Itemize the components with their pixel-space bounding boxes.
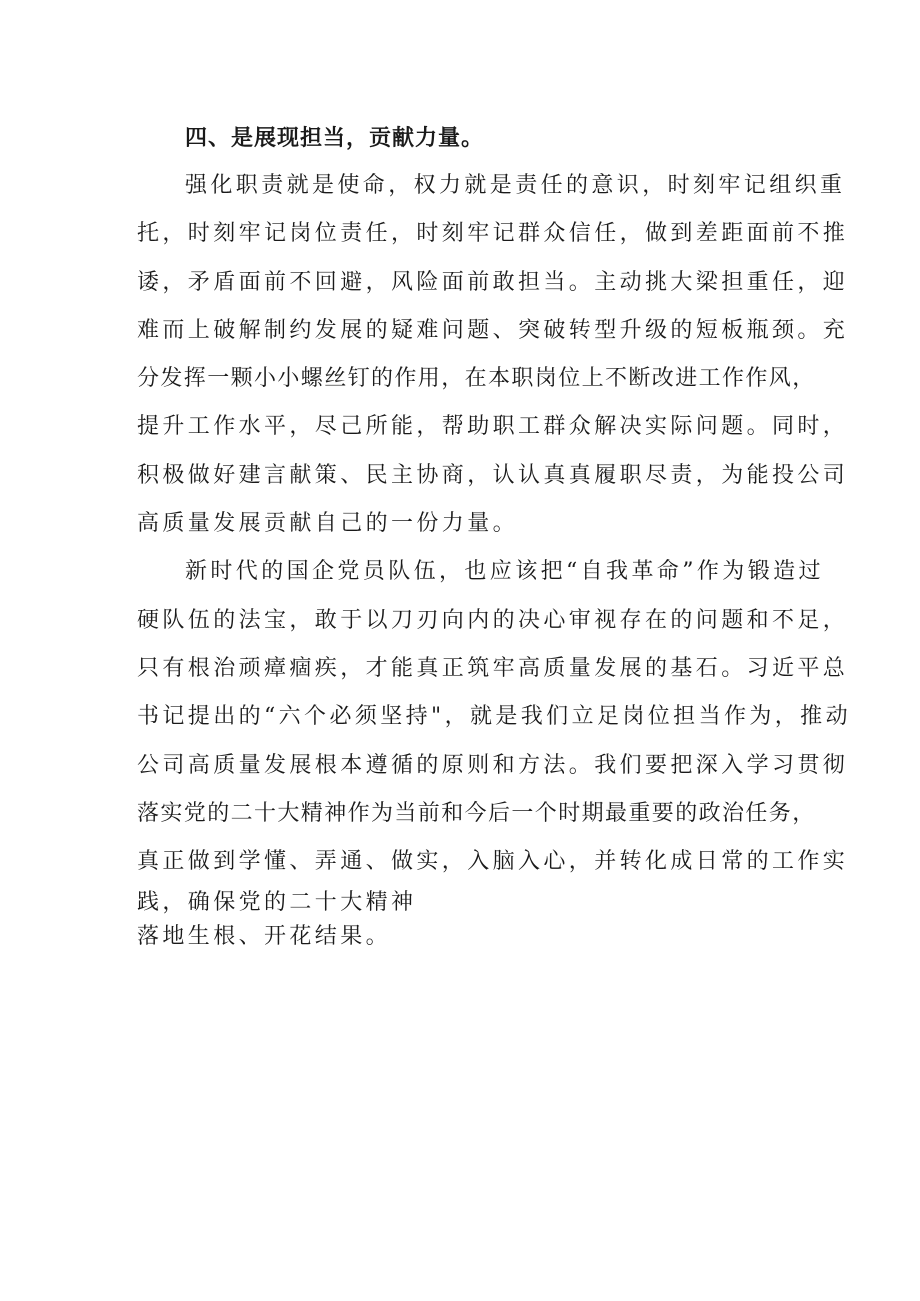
section-heading: 四、是展现担当，贡献力量。 — [185, 126, 485, 151]
paragraph-2-line: 硬队伍的法宝，敢于以刀刃向内的决心审视存在的问题和不足， — [137, 607, 849, 633]
paragraph-1-line: 高质量发展贡献自己的一份力量。 — [137, 511, 519, 537]
paragraph-2-line: 书记提出的“六个必须坚持"，就是我们立足岗位担当作为，推动 — [137, 704, 851, 730]
paragraph-2 — [137, 548, 851, 954]
paragraph-2-line: 只有根治顽瘴痼疾，才能真正筑牢高质量发展的基石。习近平总 — [137, 655, 849, 681]
paragraph-2-line: 真正做到学懂、弄通、做实，入脑入心，并转化成日常的工作实 — [137, 849, 849, 875]
paragraph-2-line: 落实党的二十大精神作为当前和今后一个时期最重要的政治任务， — [137, 800, 816, 826]
paragraph-2-line: 落地生根、开花结果。 — [137, 924, 392, 950]
paragraph-1 — [137, 162, 849, 548]
paragraph-1-line: 提升工作水平，尽己所能，帮助职工群众解决实际问题。同时， — [137, 414, 849, 440]
paragraph-1-line: 难而上破解制约发展的疑难问题、突破转型升级的短板瓶颈。充 — [137, 317, 849, 343]
paragraph-2-line: 新时代的国企党员队伍，也应该把“自我革命”作为锻造过 — [185, 559, 824, 585]
paragraph-1-line: 积极做好建言献策、民主协商，认认真真履职尽责，为能投公司 — [137, 462, 849, 488]
paragraph-1-line: 强化职责就是使命，权力就是责任的意识，时刻牢记组织重 — [185, 173, 846, 198]
document-page — [137, 116, 851, 954]
paragraph-2-line: 公司高质量发展根本遵循的原则和方法。我们要把深入学习贯彻 — [137, 752, 849, 778]
paragraph-1-line: 分发挥一颗小小螺丝钉的作用，在本职岗位上不断改进工作作风， — [137, 366, 816, 392]
paragraph-2-line: 践，确保党的二十大精神 — [137, 890, 417, 916]
paragraph-1-line: 托，时刻牢记岗位责任，时刻牢记群众信任，做到差距面前不推 — [137, 221, 849, 247]
paragraph-1-line: 诿，矛盾面前不回避，风险面前敢担当。主动挑大梁担重任，迎 — [137, 269, 849, 295]
